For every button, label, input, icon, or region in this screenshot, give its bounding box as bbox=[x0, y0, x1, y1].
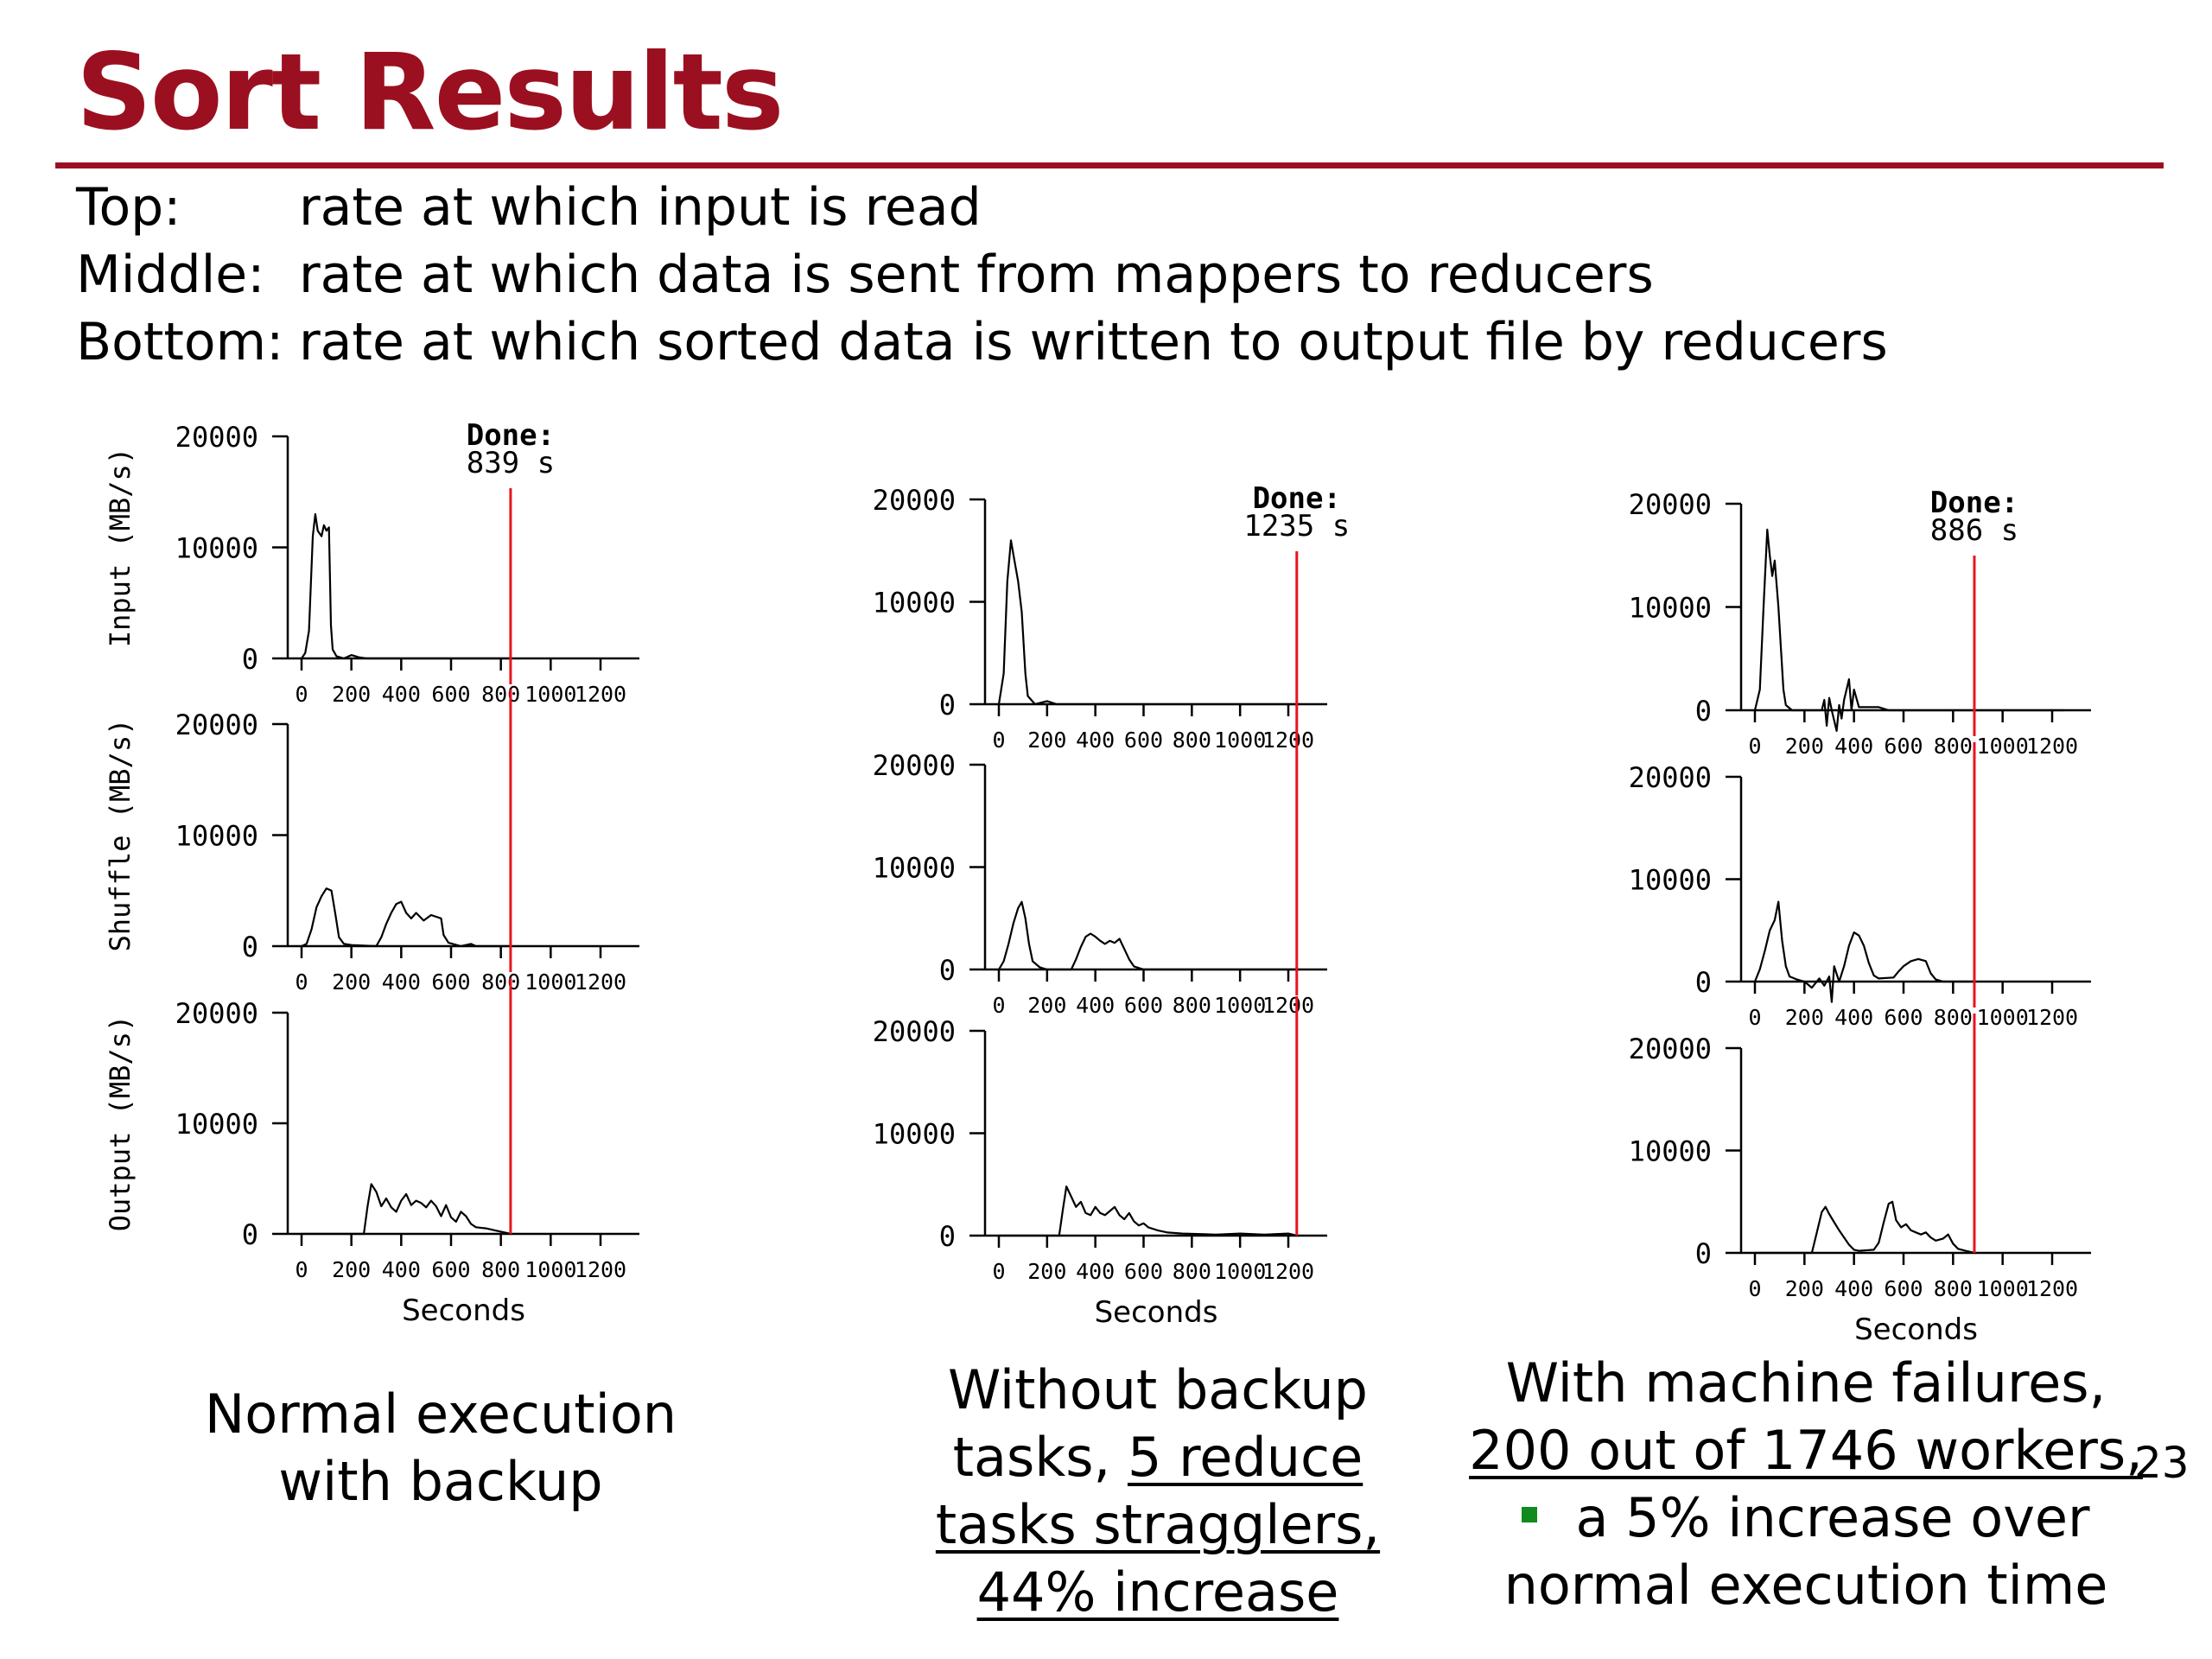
y-tick-label: 20000 bbox=[175, 997, 258, 1030]
y-axis-label: Input (MB/s) bbox=[104, 447, 137, 648]
caption-line bbox=[1460, 1484, 2152, 1552]
y-tick-label: 10000 bbox=[175, 531, 258, 565]
x-tick-label: 400 bbox=[1076, 1259, 1116, 1284]
y-tick-label: 10000 bbox=[1628, 591, 1712, 625]
caption-no-backup bbox=[890, 1357, 1426, 1626]
x-tick-label: 800 bbox=[1933, 1005, 1973, 1030]
bullet-icon bbox=[1522, 1507, 1537, 1522]
x-tick-label: 0 bbox=[295, 969, 308, 995]
y-tick-label: 10000 bbox=[1628, 863, 1712, 897]
y-tick-label: 20000 bbox=[1628, 488, 1712, 521]
series-line bbox=[1755, 530, 2064, 731]
x-axis-label: Seconds bbox=[1094, 1295, 1218, 1330]
x-tick-label: 1200 bbox=[574, 682, 627, 707]
x-tick-label: 1200 bbox=[2025, 734, 2079, 759]
series-line bbox=[1755, 1202, 1974, 1253]
x-tick-label: 0 bbox=[992, 1259, 1006, 1284]
description-label: Top: bbox=[76, 177, 181, 238]
y-tick-label: 10000 bbox=[1628, 1135, 1712, 1168]
y-tick-label: 20000 bbox=[872, 484, 956, 517]
x-tick-label: 1200 bbox=[1262, 1259, 1315, 1284]
x-tick-label: 800 bbox=[1933, 734, 1973, 759]
y-tick-label: 0 bbox=[241, 1218, 258, 1251]
caption-line: 200 out of 1746 workers, bbox=[1469, 1419, 2143, 1482]
x-tick-label: 800 bbox=[481, 682, 521, 707]
y-tick-label: 20000 bbox=[175, 709, 258, 741]
x-tick-label: 600 bbox=[1884, 734, 1923, 759]
x-tick-label: 1000 bbox=[1976, 1005, 2029, 1030]
x-tick-label: 1200 bbox=[1262, 728, 1315, 753]
y-tick-label: 20000 bbox=[175, 421, 258, 454]
x-tick-label: 1200 bbox=[2025, 1276, 2079, 1301]
caption-text: a 5% increase over bbox=[1575, 1486, 2090, 1549]
done-value: 1235 s bbox=[1243, 509, 1351, 543]
x-tick-label: 1200 bbox=[1262, 993, 1315, 1018]
x-tick-label: 1000 bbox=[524, 1257, 577, 1282]
y-tick-label: 10000 bbox=[175, 819, 258, 853]
x-tick-label: 800 bbox=[481, 1257, 521, 1282]
x-tick-label: 1000 bbox=[1976, 1276, 2029, 1301]
done-label: Done: bbox=[1252, 481, 1341, 516]
y-tick-label: 20000 bbox=[872, 749, 956, 782]
description-label: Middle: bbox=[76, 245, 265, 305]
done-label: Done: bbox=[1929, 486, 2019, 520]
page-number: 23 bbox=[2134, 1438, 2190, 1488]
x-tick-label: 200 bbox=[1784, 1276, 1824, 1301]
series-line bbox=[302, 1184, 511, 1234]
series-line bbox=[302, 888, 511, 946]
y-tick-label: 0 bbox=[938, 689, 956, 721]
series-line bbox=[302, 514, 511, 658]
caption-line bbox=[890, 1424, 1426, 1491]
x-tick-label: 200 bbox=[332, 682, 372, 707]
series-line bbox=[999, 902, 1300, 969]
y-tick-label: 0 bbox=[1694, 695, 1712, 728]
x-tick-label: 600 bbox=[1123, 728, 1164, 753]
x-tick-label: 800 bbox=[1933, 1276, 1973, 1301]
caption-line: tasks stragglers, bbox=[935, 1493, 1381, 1556]
x-tick-label: 1000 bbox=[1214, 1259, 1267, 1284]
description-text: rate at which input is read bbox=[299, 177, 982, 238]
x-tick-label: 600 bbox=[1123, 993, 1164, 1018]
x-axis-label: Seconds bbox=[402, 1294, 525, 1328]
x-tick-label: 600 bbox=[431, 682, 471, 707]
x-tick-label: 0 bbox=[1748, 1005, 1762, 1030]
x-tick-label: 400 bbox=[1834, 1276, 1874, 1301]
y-axis-label: Shuffle (MB/s) bbox=[104, 718, 137, 952]
y-tick-label: 20000 bbox=[872, 1015, 956, 1048]
caption-failures bbox=[1460, 1350, 2152, 1619]
y-tick-label: 0 bbox=[938, 954, 956, 987]
caption-normal bbox=[181, 1381, 700, 1516]
caption-line: Normal execution bbox=[204, 1382, 677, 1446]
y-tick-label: 20000 bbox=[1628, 1033, 1712, 1065]
description-text: rate at which data is sent from mappers to reducers bbox=[299, 245, 1654, 305]
x-tick-label: 200 bbox=[1027, 993, 1067, 1018]
y-tick-label: 0 bbox=[241, 931, 258, 963]
x-tick-label: 0 bbox=[295, 682, 308, 707]
x-tick-label: 1000 bbox=[1214, 993, 1267, 1018]
x-tick-label: 200 bbox=[332, 1257, 372, 1282]
x-tick-label: 400 bbox=[381, 682, 421, 707]
x-tick-label: 1000 bbox=[524, 682, 577, 707]
done-value: 886 s bbox=[1929, 513, 2019, 548]
x-tick-label: 0 bbox=[992, 993, 1006, 1018]
x-tick-label: 1000 bbox=[1214, 728, 1267, 753]
x-tick-label: 200 bbox=[332, 969, 372, 995]
y-tick-label: 0 bbox=[1694, 966, 1712, 999]
caption-line: With machine failures, bbox=[1505, 1351, 2107, 1414]
x-tick-label: 600 bbox=[1884, 1005, 1923, 1030]
x-tick-label: 400 bbox=[1076, 728, 1116, 753]
caption-text: tasks, bbox=[952, 1426, 1128, 1489]
series-line bbox=[999, 1186, 1297, 1236]
x-tick-label: 600 bbox=[431, 969, 471, 995]
x-tick-label: 200 bbox=[1027, 728, 1067, 753]
y-tick-label: 10000 bbox=[872, 1117, 956, 1151]
y-tick-label: 10000 bbox=[872, 851, 956, 885]
x-tick-label: 400 bbox=[1076, 993, 1116, 1018]
x-tick-label: 800 bbox=[481, 969, 521, 995]
x-tick-label: 800 bbox=[1172, 1259, 1211, 1284]
y-tick-label: 10000 bbox=[175, 1108, 258, 1141]
x-tick-label: 1200 bbox=[574, 969, 627, 995]
caption-line: 44% increase bbox=[976, 1560, 1339, 1624]
x-tick-label: 400 bbox=[1834, 734, 1874, 759]
x-tick-label: 1000 bbox=[524, 969, 577, 995]
x-tick-label: 200 bbox=[1784, 734, 1824, 759]
y-tick-label: 0 bbox=[938, 1220, 956, 1253]
y-tick-label: 10000 bbox=[872, 586, 956, 620]
x-tick-label: 1200 bbox=[574, 1257, 627, 1282]
done-label: Done: bbox=[466, 418, 556, 453]
x-tick-label: 600 bbox=[431, 1257, 471, 1282]
x-tick-label: 1000 bbox=[1976, 734, 2029, 759]
slide-title: Sort Results bbox=[76, 31, 783, 154]
x-tick-label: 600 bbox=[1884, 1276, 1923, 1301]
x-tick-label: 0 bbox=[1748, 1276, 1762, 1301]
x-tick-label: 1200 bbox=[2025, 1005, 2079, 1030]
description-label: Bottom: bbox=[76, 312, 284, 372]
x-tick-label: 800 bbox=[1172, 728, 1211, 753]
description-text: rate at which sorted data is written to output file by reducers bbox=[299, 312, 1888, 372]
series-line bbox=[1755, 902, 1974, 1002]
x-tick-label: 400 bbox=[1834, 1005, 1874, 1030]
x-tick-label: 800 bbox=[1172, 993, 1211, 1018]
caption-line: Without backup bbox=[947, 1358, 1369, 1421]
caption-text: 5 reduce bbox=[1127, 1426, 1363, 1489]
x-tick-label: 200 bbox=[1784, 1005, 1824, 1030]
y-tick-label: 0 bbox=[1694, 1237, 1712, 1270]
y-tick-label: 0 bbox=[241, 643, 258, 676]
x-tick-label: 400 bbox=[381, 1257, 421, 1282]
x-tick-label: 0 bbox=[992, 728, 1006, 753]
series-line bbox=[999, 540, 1300, 704]
y-tick-label: 20000 bbox=[1628, 761, 1712, 794]
y-axis-label: Output (MB/s) bbox=[104, 1014, 137, 1232]
x-tick-label: 0 bbox=[1748, 734, 1762, 759]
done-value: 839 s bbox=[466, 446, 556, 480]
x-tick-label: 200 bbox=[1027, 1259, 1067, 1284]
caption-line: normal execution time bbox=[1503, 1554, 2108, 1617]
x-tick-label: 0 bbox=[295, 1257, 308, 1282]
x-tick-label: 600 bbox=[1123, 1259, 1164, 1284]
caption-line: with backup bbox=[278, 1450, 603, 1513]
x-axis-label: Seconds bbox=[1854, 1313, 1978, 1347]
x-tick-label: 400 bbox=[381, 969, 421, 995]
